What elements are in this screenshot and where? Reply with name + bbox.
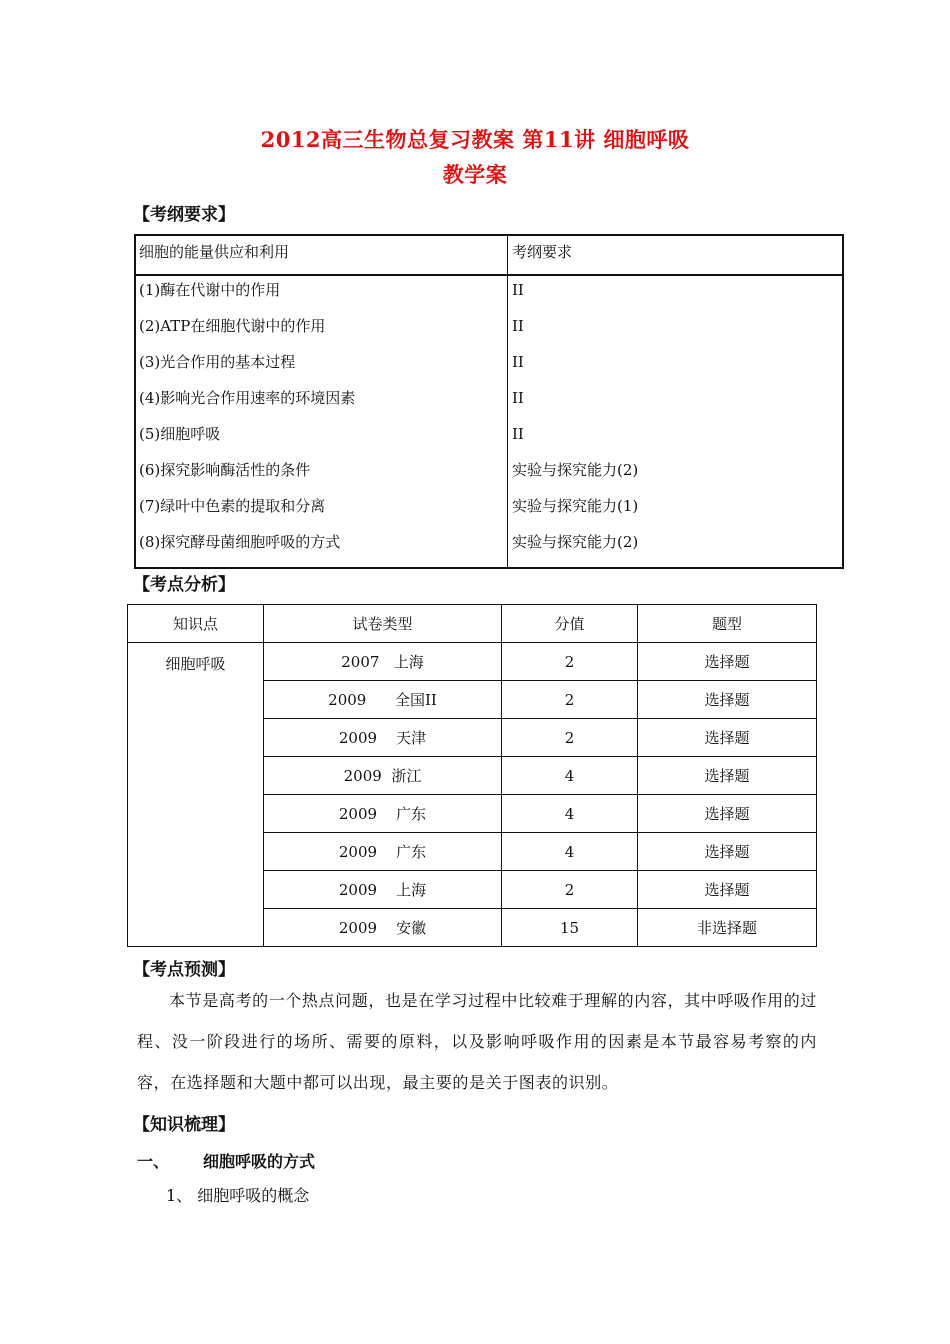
header-cell: 细胞的能量供应和利用 (136, 236, 508, 274)
question-type-cell: 选择题 (638, 757, 817, 795)
header-cell: 分值 (502, 605, 638, 643)
score-cell: 2 (502, 681, 638, 719)
analysis-table (127, 604, 817, 947)
score-cell: 2 (502, 871, 638, 909)
prediction-paragraph: 本节是高考的一个热点问题，也是在学习过程中比较难于理解的内容，其中呼吸作用的过程、没一阶段进行的场所、需要的原料，以及影响呼吸作用的因素是本节最容易考察的内容，在选择题和大题中都可以出现，最主要的是关于图表的识别。 (137, 991, 817, 1092)
section-heading-analysis: 【考点分析】 (133, 575, 235, 595)
score-cell: 4 (502, 757, 638, 795)
requirements-topic-column (136, 276, 508, 567)
requirement-topic: (7)绿叶中色素的提取和分离 (139, 497, 326, 515)
subheading-1 (137, 1149, 315, 1172)
requirement-topic: (8)探究酵母菌细胞呼吸的方式 (139, 533, 341, 551)
question-type-cell: 选择题 (638, 795, 817, 833)
question-type-cell: 选择题 (638, 833, 817, 871)
requirements-table-body (136, 276, 842, 567)
paper-type-cell: 2009 安徽 (264, 909, 502, 947)
question-type-cell: 选择题 (638, 719, 817, 757)
section-heading-requirements: 【考纲要求】 (133, 205, 235, 225)
requirement-level: 实验与探究能力(1) (512, 497, 639, 515)
question-type-cell: 选择题 (638, 871, 817, 909)
requirement-level: II (512, 317, 524, 335)
section-heading-knowledge: 【知识梳理】 (133, 1115, 235, 1135)
paper-type-cell: 2009 全国II (264, 681, 502, 719)
paper-type-cell: 2007 上海 (264, 643, 502, 681)
requirement-topic: (6)探究影响酶活性的条件 (139, 461, 311, 479)
requirements-level-column (508, 276, 842, 567)
requirement-topic: (2)ATP在细胞代谢中的作用 (139, 317, 326, 335)
requirement-level: II (512, 389, 524, 407)
table-header-row (128, 605, 817, 643)
score-cell: 4 (502, 795, 638, 833)
requirement-topic: (1)酶在代谢中的作用 (139, 281, 281, 299)
knowledge-point-cell: 细胞呼吸 (128, 643, 264, 947)
requirement-level: II (512, 353, 524, 371)
question-type-cell: 选择题 (638, 643, 817, 681)
score-cell: 4 (502, 833, 638, 871)
requirement-topic: (5)细胞呼吸 (139, 425, 221, 443)
requirement-level: II (512, 425, 524, 443)
subheading-text: 细胞呼吸的方式 (203, 1152, 316, 1171)
paper-type-cell: 2009 上海 (264, 871, 502, 909)
document-subtitle: 教学案 (442, 162, 508, 187)
table-row (128, 643, 817, 681)
requirements-table-header (136, 236, 842, 276)
requirement-topic: (3)光合作用的基本过程 (139, 353, 296, 371)
header-cell: 知识点 (128, 605, 264, 643)
score-cell: 2 (502, 719, 638, 757)
section-heading-prediction: 【考点预测】 (133, 960, 235, 980)
requirement-topic: (4)影响光合作用速率的环境因素 (139, 389, 356, 407)
question-type-cell: 非选择题 (638, 909, 817, 947)
header-cell: 试卷类型 (264, 605, 502, 643)
requirement-level: 实验与探究能力(2) (512, 461, 639, 479)
question-type-cell: 选择题 (638, 681, 817, 719)
paper-type-cell: 2009 广东 (264, 795, 502, 833)
header-cell: 考纲要求 (512, 243, 573, 261)
score-cell: 2 (502, 643, 638, 681)
score-cell: 15 (502, 909, 638, 947)
header-cell: 题型 (638, 605, 817, 643)
requirements-table (134, 234, 844, 569)
paper-type-cell: 2009 天津 (264, 719, 502, 757)
paper-type-cell: 2009 浙江 (264, 757, 502, 795)
subheading-number: 一、 (137, 1152, 170, 1171)
subheading-1-1: 1、 细胞呼吸的概念 (166, 1186, 310, 1205)
requirement-level: 实验与探究能力(2) (512, 533, 639, 551)
paper-type-cell: 2009 广东 (264, 833, 502, 871)
document-title: 2012高三生物总复习教案 第11讲 细胞呼吸 (260, 127, 690, 152)
requirement-level: II (512, 281, 524, 299)
